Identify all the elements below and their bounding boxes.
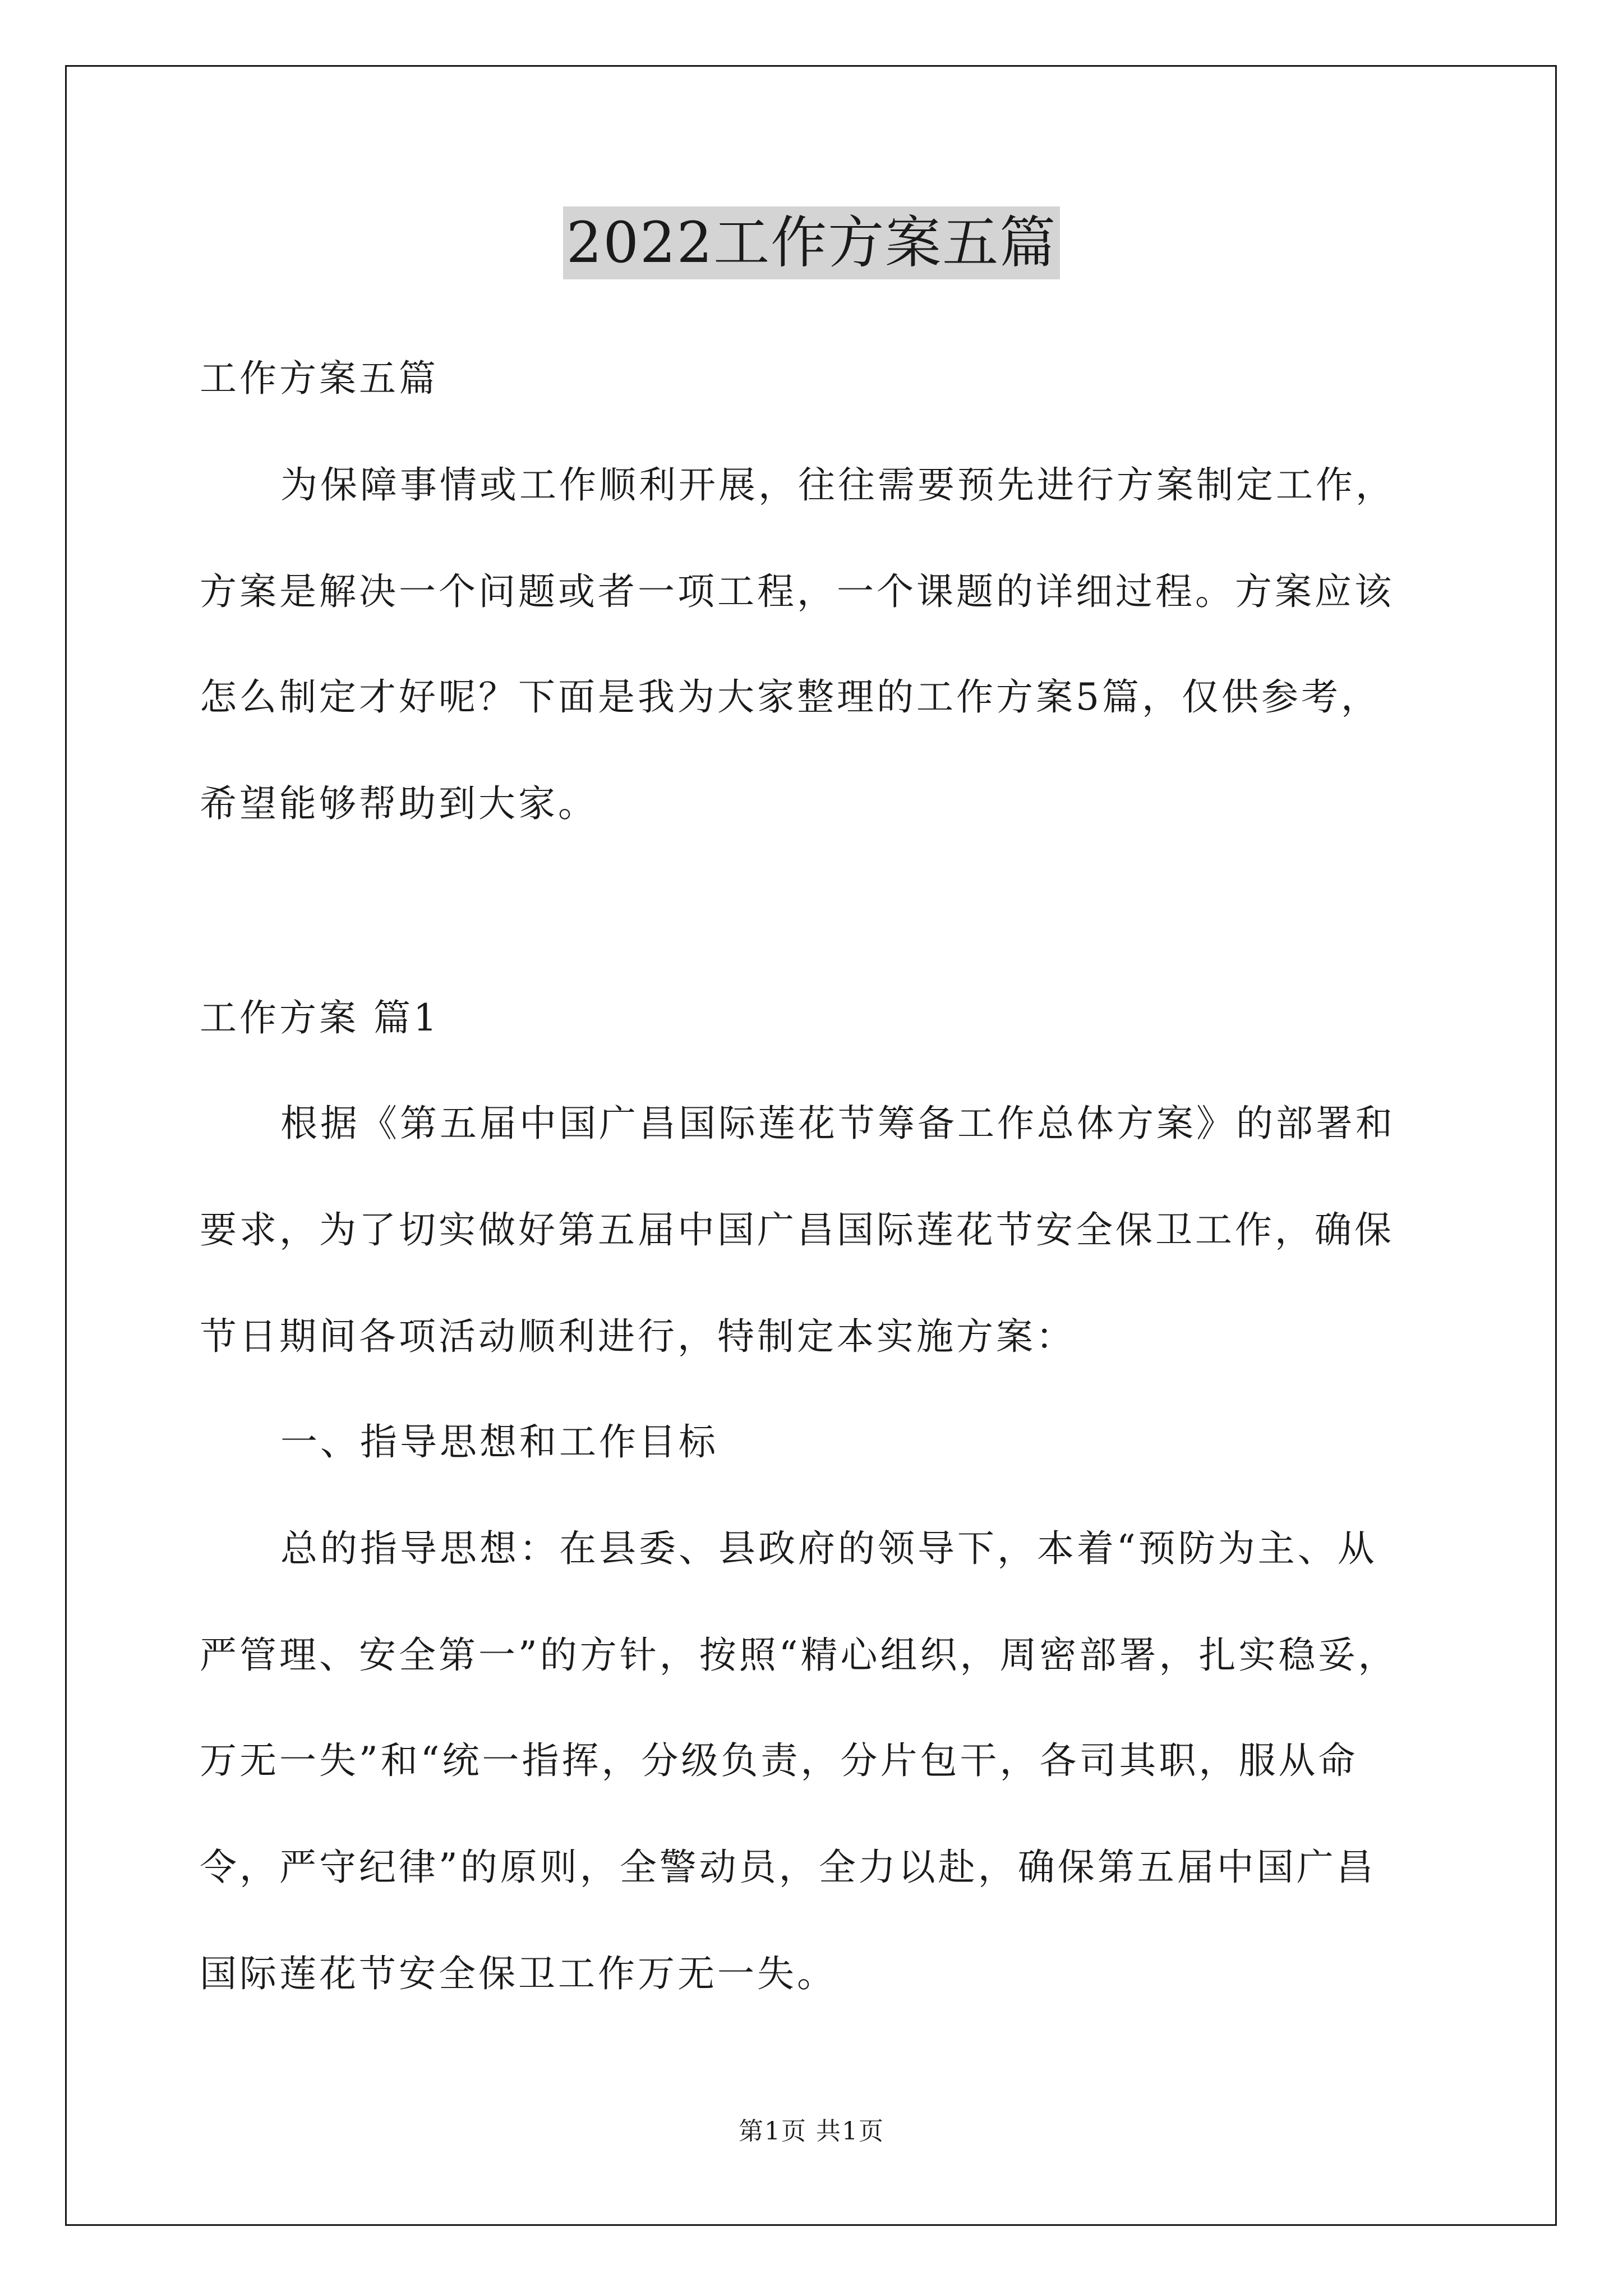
- paragraph-line: 希望能够帮助到大家。: [200, 782, 598, 825]
- paragraph-line: 万无一失”和“统一指挥，分级负责，分片包干，各司其职，服从命: [200, 1739, 1358, 1782]
- paragraph-line: 方案是解决一个问题或者一项工程，一个课题的详细过程。方案应该: [200, 570, 1394, 613]
- paragraph-line: 根据《第五届中国广昌国际莲花节筹备工作总体方案》的部署和: [280, 1102, 1395, 1145]
- paragraph-line: 令，严守纪律”的原则，全警动员，全力以赴，确保第五届中国广昌: [200, 1846, 1376, 1889]
- section-heading-intro: 工作方案五篇: [200, 357, 439, 400]
- paragraph-line: 要求，为了切实做好第五届中国广昌国际莲花节安全保卫工作，确保: [200, 1208, 1394, 1251]
- paragraph-line: 国际莲花节安全保卫工作万无一失。: [200, 1952, 837, 1995]
- section-heading-part1: 工作方案 篇1: [200, 996, 440, 1039]
- paragraph-line: 为保障事情或工作顺利开展，往往需要预先进行方案制定工作，: [280, 463, 1395, 507]
- paragraph-line: 节日期间各项活动顺利进行，特制定本实施方案：: [200, 1315, 1076, 1358]
- subsection-heading: 一、指导思想和工作目标: [280, 1420, 718, 1464]
- paragraph-line: 怎么制定才好呢？下面是我为大家整理的工作方案5篇，仅供参考，: [200, 675, 1381, 719]
- paragraph-line: 严管理、安全第一”的方针，按照“精心组织，周密部署，扎实稳妥，: [200, 1634, 1398, 1677]
- document-title: 2022工作方案五篇: [563, 206, 1061, 279]
- paragraph-line: 总的指导思想：在县委、县政府的领导下，本着“预防为主、从: [280, 1527, 1377, 1570]
- page-number-footer: 第1页 共1页: [739, 2117, 884, 2146]
- title-container: [0, 206, 1623, 279]
